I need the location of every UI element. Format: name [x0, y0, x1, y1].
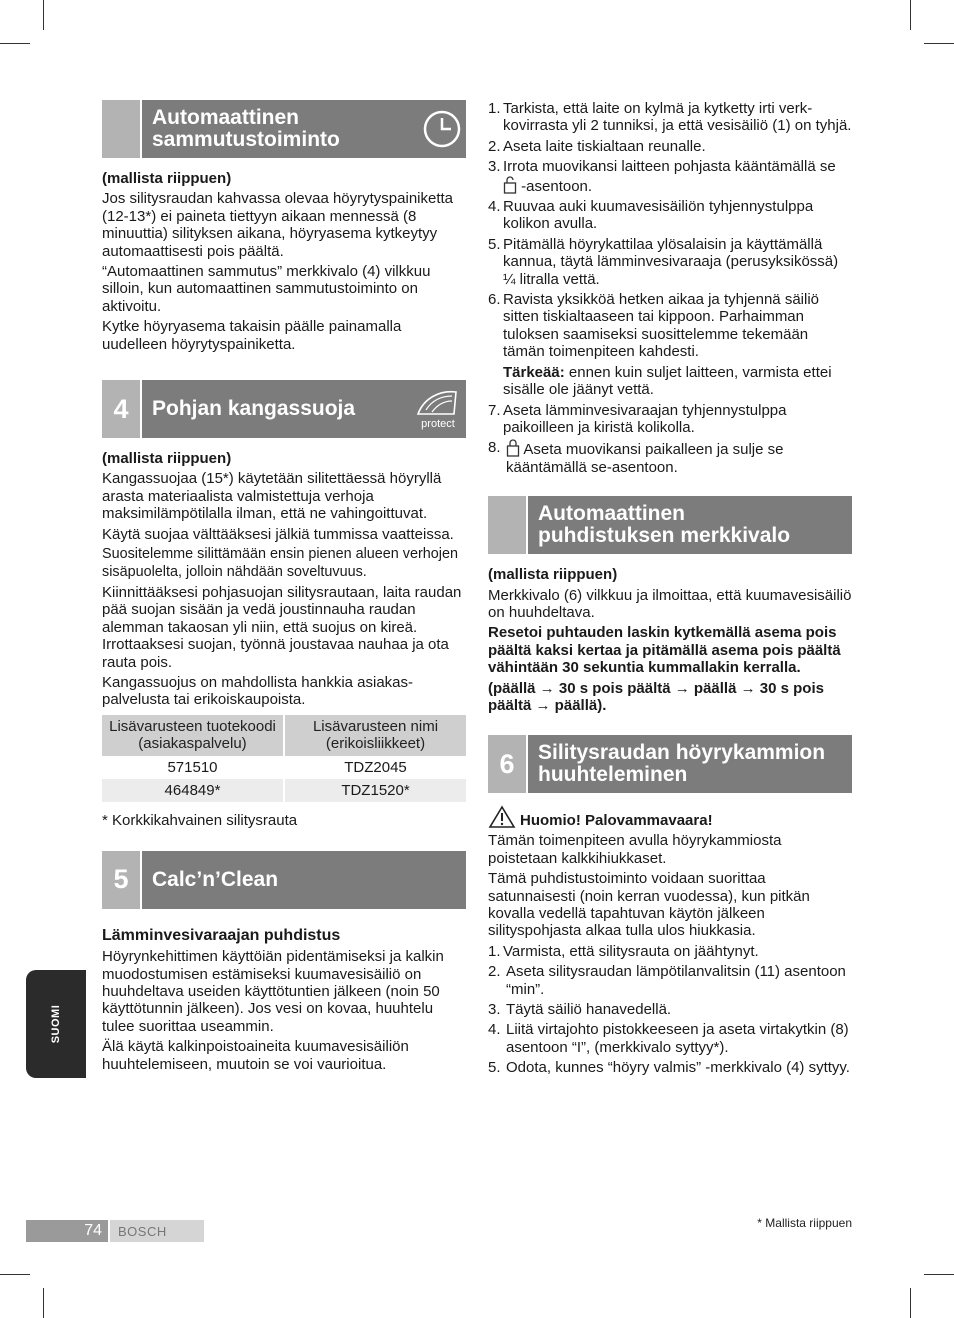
protect-icon [414, 388, 462, 430]
step-text: Ravista yksikköä hetken aikaa ja tyhjennä säiliö sitten tiskialtaaseen tai kippoon. Parhaimman tuloksen saamiseksi suosittelemme tekemään tämän toimenpiteen kahdesti. [503, 291, 820, 361]
clock-icon [422, 109, 462, 149]
section-title-bar [528, 735, 852, 793]
crop-mark [924, 43, 954, 44]
step-text: Tarkista, että laite on kylmä ja kytketty irti verk-kovirrasta yli 2 tunniksi, ja että vesisäiliö (1) on tyhjä. [503, 100, 852, 135]
important-note [503, 364, 852, 399]
step-text: Pitämällä höyrykattilaa ylösalaisin ja käyttämällä kannua, täytä lämminvesivaraaja (perusyksikössä) ¼ litralla vettä. [503, 235, 839, 288]
table-row [102, 756, 466, 779]
crop-mark [924, 1274, 954, 1275]
step-text: Aseta muovikansi paikalleen ja sulje se kääntämällä se-asentoon. [506, 441, 784, 476]
step-number: 4. [488, 1021, 501, 1039]
model-note: (mallista riippuen) [102, 450, 232, 468]
step-text: Aseta silitysraudan lämpötilanvalitsin (11) asentoon “min”. [506, 963, 846, 998]
section-header-steam-chamber [488, 735, 852, 793]
section-header-auto-clean-indicator [488, 496, 852, 554]
step-text: -asentoon. [521, 177, 593, 195]
title-line: Automaattinen [538, 502, 685, 526]
paragraph: Kangassuojus on mahdollista hankkia asiakas-palvelusta tai erikoiskaupoista. [102, 673, 414, 709]
step-text: Ruuvaa auki kuumavesisäiliön tyhjennystulppa kolikon avulla. [503, 198, 814, 233]
list-item [488, 1001, 852, 1018]
calc-clean-steps [488, 100, 852, 476]
step-number: 6. [488, 291, 501, 309]
list-item [488, 1021, 852, 1056]
section-title [152, 107, 344, 151]
paragraph: Kiinnittääksesi pohjasuojan silitysrautaan, laita raudan pää suojan sisään ja vedä joustinnauha raudan alemman takaosan yli niin, että suojus on kireä. Irrottaaksesi suojan, työnnä joustavaa nauhaa ja ota rauta pois. [102, 583, 462, 671]
list-item [488, 198, 852, 233]
section-title-bar [528, 496, 852, 554]
footer-footnote: * Mallista riippuen [757, 1216, 852, 1230]
paragraph: Käytä suojaa välttääksesi jälkiä tummissa vaatteissa. [102, 525, 454, 543]
page-number: 74 [26, 1220, 108, 1242]
table-header: Lisävarusteen nimi (erikoisliikkeet) [284, 715, 466, 756]
section-number: 5 [102, 851, 140, 909]
title-line: puhdistuksen merkkivalo [538, 524, 791, 548]
table-header: Lisävarusteen tuotekoodi (asiakaspalvelu) [102, 715, 284, 756]
table-row [102, 779, 466, 802]
crop-mark [0, 1274, 30, 1275]
step-text: Varmista, että silitysrauta on jäähtynyt. [503, 942, 759, 960]
table-cell: 571510 [167, 758, 218, 776]
steam-chamber-steps [488, 943, 852, 1077]
language-tab [26, 970, 86, 1078]
step-number: 8. [488, 439, 501, 457]
step-text: Liitä virtajohto pistokkeeseen ja aseta virtakytkin (8) asentoon “I”, (merkkivalo syttyy*). [506, 1021, 849, 1056]
list-item [488, 402, 852, 437]
paragraph: Merkkivalo (6) vilkkuu ja ilmoittaa, että kuumavesisäiliö on huuhdeltava. [488, 586, 852, 621]
list-item [488, 236, 852, 288]
step-number: 1. [488, 942, 501, 960]
step-number: 2. [488, 137, 501, 155]
step-text: Aseta laite tiskialtaan reunalle. [503, 137, 706, 155]
paragraph: Suositelemme silittämään ensin pienen alueen verhojen sisäpuolelta, jolloin nähdään soveltuvuus. [102, 546, 458, 580]
unlock-icon [503, 176, 517, 194]
title-line: sammutustoiminto [152, 128, 340, 151]
section-title [538, 503, 794, 547]
step-number: 1. [488, 100, 501, 117]
paragraph: Kytke höyryasema takaisin päälle painamalla uudelleen höyrytyspainiketta. [102, 318, 402, 353]
section-number-blank [102, 100, 140, 158]
paragraph: “Automaattinen sammutus” merkkivalo (4) vilkkuu silloin, kun automaattinen sammutustoiminto on aktivoitu. [102, 263, 431, 315]
section-title [538, 742, 829, 786]
paragraph: Tämä puhdistustoiminto voidaan suorittaa satunnaisesti (noin kerran vuodessa), kun pitkän kovalla vedellä tapahtuvan käytön jälkeen silityspohjasta alkaa tulla ulos hiukkasia. [488, 870, 810, 940]
paragraph: (päällä → 30 s pois päältä → päällä → 30 s pois päältä → päällä). [488, 679, 824, 714]
section-title: Pohjan kangassuoja [152, 397, 356, 421]
paragraph: Tämän toimenpiteen avulla höyrykammiosta poistetaan kalkkihiukkaset. [488, 832, 782, 867]
model-note: (mallista riippuen) [102, 170, 232, 187]
list-item [488, 439, 852, 476]
brand-label: BOSCH [110, 1220, 204, 1242]
iron-soleplate-icon [414, 388, 462, 418]
section-header-protect [102, 380, 466, 438]
protect-label: protect [421, 418, 455, 431]
title-line: Silitysraudan höyrykammion [538, 741, 826, 765]
table-cell: 464849* [102, 779, 284, 802]
section-title: Calc’n’Clean [152, 867, 279, 891]
left-column [102, 100, 466, 1076]
step-text: Aseta lämminvesivaraajan tyhjennystulppa paikoilleen ja kiristä kolikolla. [503, 401, 787, 436]
list-item [488, 138, 852, 155]
list-item [488, 158, 852, 195]
page-footer [26, 1220, 204, 1242]
crop-mark [43, 1288, 44, 1318]
paragraph: Jos silitysraudan kahvassa olevaa höyrytyspainiketta (12-13*) ei paineta tiettyyn aikaan mennessä (8 minuuttia) silityksen aikana, höyryasema kytkeytyy automaattisesti pois päältä. [102, 190, 454, 260]
step-text: Irrota muovikansi laitteen pohjasta kääntämällä se [503, 158, 836, 176]
list-item [488, 1059, 852, 1076]
section-header-calc-n-clean [102, 851, 466, 909]
language-label: SUOMI [50, 1004, 62, 1044]
important-label: Tärkeää: [503, 363, 565, 381]
crop-mark [910, 1288, 911, 1318]
crop-mark [43, 0, 44, 30]
paragraph: Kangassuojaa (15*) käytetään silitettäessä höyryllä arasta materiaalista valmistettuja verhoja maksimilämpötilalla ilman, että ne vahingoittuvat. [102, 470, 442, 523]
step-number: 4. [488, 198, 501, 216]
table-cell: TDZ2045 [284, 756, 466, 779]
crop-mark [910, 0, 911, 30]
paragraph: Älä käytä kalkinpoistoaineita kuumavesisäiliön huuhtelemiseen, muutoin se voi vaurioitua. [102, 1038, 409, 1073]
section-title-bar [142, 100, 466, 158]
step-text: Täytä säiliö hanavedellä. [506, 1001, 672, 1019]
important-text: ennen kuin suljet laitteen, varmista ettei sisälle ole jäänyt vettä. [503, 363, 832, 399]
paragraph: Höyrynkehittimen käyttöiän pidentämiseksi ja kalkin muodostumisen estämiseksi kuumavesisäiliö on huuhdeltava useiden käyttötuntien jälkeen (noin 50 käyttötunnin jälkeen). Jos vesi on kovaa, huuhtelu tulee suorittaa useammin. [102, 948, 444, 1035]
subsection-title: Lämminvesivaraajan puhdistus [102, 926, 341, 944]
title-line: Automaattinen [152, 106, 299, 129]
section-number-blank [488, 496, 526, 554]
lock-icon [506, 439, 520, 457]
model-note: (mallista riippuen) [488, 566, 618, 584]
step-number: 5. [488, 235, 501, 253]
step-number: 7. [488, 401, 501, 419]
table-header-row [102, 715, 466, 756]
paragraph: Resetoi puhtauden laskin kytkemällä asema pois päältä kaksi kertaa ja pitämällä asema pois päältä vähintään 30 sekuntia kummallakin kerralla. [488, 624, 841, 677]
section-number: 4 [102, 380, 140, 438]
table-cell: TDZ1520* [284, 779, 466, 802]
list-item [488, 943, 852, 960]
section-title-bar [142, 380, 466, 438]
accessory-table [102, 715, 466, 803]
step-number: 3. [488, 1001, 501, 1019]
section-title-bar [142, 851, 466, 909]
list-item [488, 100, 852, 135]
warning-text: Huomio! Palovammavaara! [520, 812, 713, 830]
warning-line [488, 805, 852, 829]
section-header-auto-shutoff [102, 100, 466, 158]
title-line: huuhteleminen [538, 763, 688, 787]
table-footnote: * Korkkikahvainen silitysrauta [102, 812, 298, 830]
right-column [488, 100, 852, 1080]
list-item [488, 291, 852, 398]
warning-icon [488, 805, 516, 829]
list-item [488, 963, 852, 998]
step-number: 2. [488, 963, 501, 981]
step-number: 3. [488, 158, 501, 176]
step-number: 5. [488, 1059, 501, 1077]
step-text: Odota, kunnes “höyry valmis” -merkkivalo (4) syttyy. [506, 1059, 850, 1077]
section-number: 6 [488, 735, 526, 793]
crop-mark [0, 43, 30, 44]
